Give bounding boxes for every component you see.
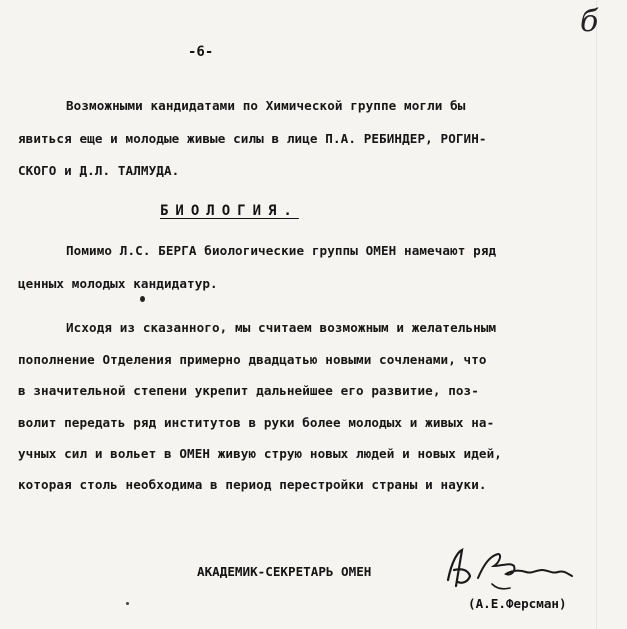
- page-number: -6-: [188, 44, 214, 60]
- text-line: ценных молодых кандидатур.: [18, 276, 218, 291]
- signatory-title: АКАДЕМИК-СЕКРЕТАРЬ ОМЕН: [197, 564, 372, 579]
- ink-dot: [126, 602, 129, 605]
- section-heading: БИОЛОГИЯ.: [160, 203, 299, 219]
- text-line: в значительной степени укрепит дальнейшее его развитие, поз-: [18, 383, 479, 398]
- page-fold-shadow: [596, 0, 597, 629]
- text-line: волит передать ряд институтов в руки более молодых и живых на-: [18, 415, 495, 430]
- text-line: которая столь необходима в период перестройки страны и науки.: [18, 477, 487, 492]
- signatory-name: (А.Е.Ферсман): [468, 596, 567, 611]
- text-line: явиться еще и молодые живые силы в лице П.А. РЕБИНДЕР, РОГИН-: [18, 131, 487, 146]
- text-line: СКОГО и Д.Л. ТАЛМУДА.: [18, 163, 180, 178]
- ink-smudge: [140, 296, 145, 302]
- text-line: учных сил и вольет в ОМЕН живую струю новых людей и новых идей,: [18, 446, 502, 461]
- handwritten-signature: [440, 540, 580, 600]
- handwritten-page-mark: б: [580, 4, 599, 39]
- text-line: пополнение Отделения примерно двадцатью новыми сочленами, что: [18, 352, 487, 367]
- text-line: Помимо Л.С. БЕРГА биологические группы ОМЕН намечают ряд: [66, 243, 497, 258]
- text-line: Возможными кандидатами по Химической группе могли бы: [66, 98, 466, 113]
- text-line: Исходя из сказанного, мы считаем возможным и желательным: [66, 320, 497, 335]
